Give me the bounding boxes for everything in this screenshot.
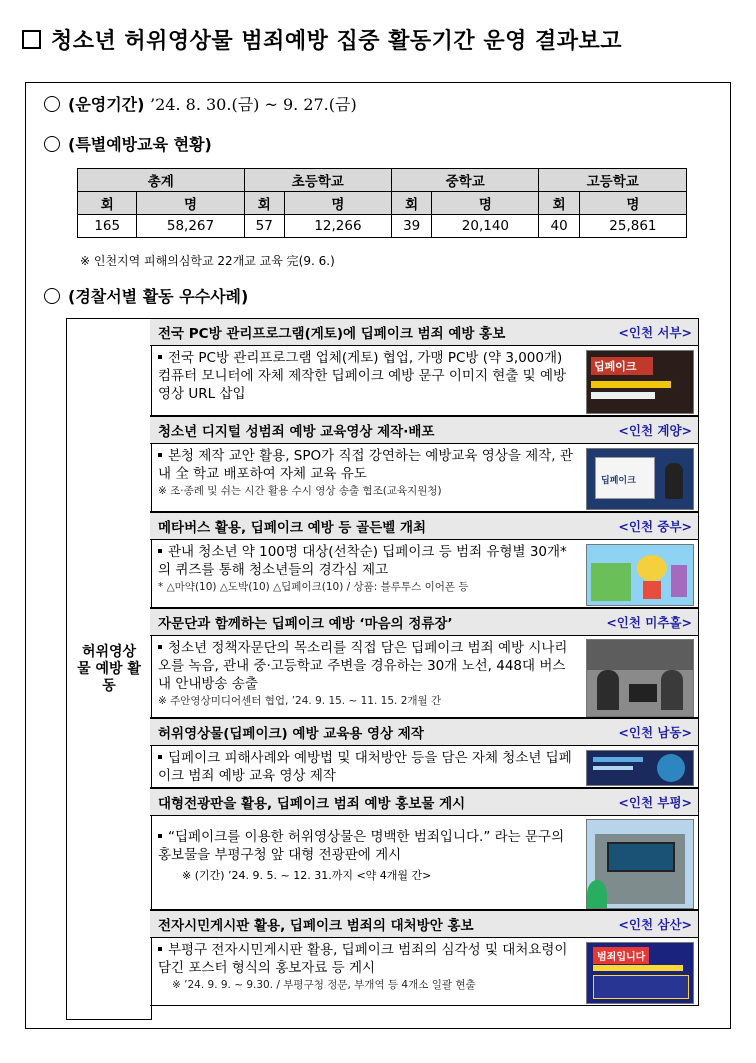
thumb-caption: 딥페이크	[591, 357, 653, 375]
station-tag: <인천 미추홀>	[606, 615, 692, 630]
bullet-icon	[158, 645, 162, 649]
case-note: ※ (기간) ’24. 9. 5. ~ 12. 31.까지 <약 4개월 간>	[182, 869, 432, 882]
case-title: 자문단과 함께하는 딥페이크 예방 ‘마음의 정류장’	[158, 616, 453, 632]
education-heading	[44, 132, 212, 155]
case-item	[150, 318, 699, 416]
case-item	[150, 608, 699, 718]
period-line	[44, 92, 357, 115]
table-cell: 58,267	[137, 215, 244, 238]
table-cell: 165	[78, 215, 137, 238]
case-header	[150, 719, 698, 746]
case-header	[150, 609, 698, 636]
station-tag: <인천 계양>	[618, 423, 692, 438]
case-title: 청소년 디지털 성범죄 예방 교육영상 제작·배포	[158, 424, 435, 440]
case-text	[158, 749, 578, 785]
metaverse-thumbnail	[586, 544, 694, 606]
case-body-text: 딥페이크 피해사례와 예방법 및 대처방안 등을 담은 자체 청소년 딥페이크 범죄 예방 교육 영상 제작	[158, 750, 572, 784]
case-note: ※ 주안영상미디어센터 협업, ’24. 9. 15. ~ 11. 15. 2개월 간	[158, 695, 442, 707]
table-cell: 12,266	[284, 215, 391, 238]
lecture-video-thumbnail	[586, 448, 694, 510]
case-text	[158, 543, 578, 579]
station-tag: <인천 남동>	[618, 725, 692, 740]
bullet-icon	[158, 355, 162, 359]
station-tag: <인천 삼산>	[618, 917, 692, 932]
table-cell: 20,140	[432, 215, 539, 238]
case-note: ※ 조·종례 및 쉬는 시간 활용 수시 영상 송출 협조(교육지원청)	[158, 485, 442, 497]
billboard-photo-thumbnail	[586, 819, 694, 909]
case-title: 메타버스 활용, 딥페이크 예방 등 골든벨 개최	[158, 520, 427, 536]
table-cell: 40	[539, 215, 579, 238]
bullet-icon	[158, 549, 162, 553]
sub-header: 회	[539, 192, 579, 215]
bullet-icon	[158, 947, 162, 951]
case-body-text: “딥페이크를 이용한 허위영상물은 명백한 범죄입니다.” 라는 문구의 홍보물을 부평구청 앞 대형 전광판에 게시	[158, 829, 565, 863]
case-title: 허위영상물(딥페이크) 예방 교육용 영상 제작	[158, 726, 424, 742]
case-header	[150, 513, 698, 540]
checkbox-square-icon	[22, 30, 41, 49]
circle-bullet-icon	[44, 96, 60, 112]
case-text	[158, 639, 578, 693]
sub-header: 명	[579, 192, 686, 215]
case-text	[158, 349, 578, 403]
table-cell: 25,861	[579, 215, 686, 238]
case-item	[150, 788, 699, 910]
case-body-text: 전국 PC방 관리프로그램 업체(게토) 협업, 가맹 PC방 (약 3,000개) 컴퓨터 모니터에 자체 제작한 딥페이크 예방 문구 이미지 현출 및 예방영상 URL 삽입	[158, 350, 567, 402]
thumb-caption: 딥페이크	[601, 476, 636, 486]
case-body-text: 청소년 정책자문단의 목소리를 직접 담은 딥페이크 범죄 예방 시나리오를 녹음, 관내 중·고등학교 주변을 경유하는 30개 노선, 448대 버스 내 안내방송 송출	[158, 640, 568, 692]
thumb-caption: 범죄입니다	[593, 947, 649, 964]
title-text: 청소년 허위영상물 범죄예방 집중 활동기간 운영 결과보고	[51, 29, 623, 54]
table-group-row	[78, 169, 687, 192]
period-value: ’24. 8. 30.(금) ~ 9. 27.(금)	[150, 95, 357, 114]
sub-header: 명	[137, 192, 244, 215]
education-note: ※ 인천지역 피해의심학교 22개교 교육 完(9. 6.)	[80, 254, 335, 268]
case-note: ※ ’24. 9. 9. ~ 9.30. / 부평구청 정문, 부개역 등 4개소 일괄 현출	[172, 979, 476, 991]
period-label: (운영기간)	[68, 95, 145, 114]
group-header: 총계	[78, 169, 245, 192]
category-cell	[66, 318, 152, 1020]
sub-header: 회	[244, 192, 284, 215]
case-body-text: 관내 청소년 약 100명 대상(선착순) 딥페이크 등 범죄 유형별 30개*의 퀴즈를 통해 청소년들의 경각심 제고	[158, 544, 567, 578]
case-text	[158, 447, 578, 483]
education-table	[77, 168, 687, 238]
case-header	[150, 417, 698, 444]
sub-header: 회	[391, 192, 431, 215]
case-item	[150, 512, 699, 608]
cases-heading	[44, 284, 248, 307]
table-sub-row	[78, 192, 687, 215]
case-text	[158, 828, 578, 864]
circle-bullet-icon	[44, 288, 60, 304]
case-title: 대형전광판을 활용, 딥페이크 범죄 예방 홍보물 게시	[158, 796, 466, 812]
category-label: 허위영상물 예방 활동	[77, 643, 141, 694]
bullet-icon	[158, 834, 162, 838]
group-header: 초등학교	[244, 169, 391, 192]
case-header	[150, 911, 698, 938]
case-title: 전국 PC방 관리프로그램(게토)에 딥페이크 범죄 예방 홍보	[158, 326, 506, 342]
case-item	[150, 910, 699, 1006]
case-item	[150, 416, 699, 512]
sub-header: 명	[432, 192, 539, 215]
group-header: 중학교	[391, 169, 538, 192]
station-tag: <인천 서부>	[618, 325, 692, 340]
station-tag: <인천 중부>	[618, 519, 692, 534]
pc-banner-thumbnail	[586, 350, 694, 414]
bullet-icon	[158, 453, 162, 457]
recording-photo-thumbnail	[586, 639, 694, 717]
case-header	[150, 319, 698, 346]
case-item	[150, 718, 699, 788]
cases-label: (경찰서별 활동 우수사례)	[68, 287, 249, 306]
case-title: 전자시민게시판 활용, 딥페이크 범죄의 대처방안 홍보	[158, 918, 474, 934]
poster-thumbnail	[586, 942, 694, 1004]
case-header	[150, 789, 698, 816]
station-tag: <인천 부평>	[618, 795, 692, 810]
circle-bullet-icon	[44, 136, 60, 152]
case-text	[158, 941, 578, 977]
education-video-thumbnail	[586, 750, 694, 786]
education-label: (특별예방교육 현황)	[68, 135, 212, 154]
sub-header: 회	[78, 192, 137, 215]
case-note: * △마약(10) △도박(10) △딥페이크(10) / 상품: 블루투스 이어폰 등	[158, 581, 469, 593]
page-title	[22, 24, 742, 64]
case-body-text: 본청 제작 교안 활용, SPO가 직접 강연하는 예방교육 영상을 제작, 관내 全 학교 배포하여 자체 교육 유도	[158, 448, 573, 482]
table-cell: 57	[244, 215, 284, 238]
group-header: 고등학교	[539, 169, 687, 192]
table-row	[78, 215, 687, 238]
table-cell: 39	[391, 215, 431, 238]
sub-header: 명	[284, 192, 391, 215]
case-body-text: 부평구 전자시민게시판 활용, 딥페이크 범죄의 심각성 및 대처요령이 담긴 포스터 형식의 홍보자료 등 게시	[158, 942, 568, 976]
case-list	[150, 318, 699, 1006]
bullet-icon	[158, 755, 162, 759]
